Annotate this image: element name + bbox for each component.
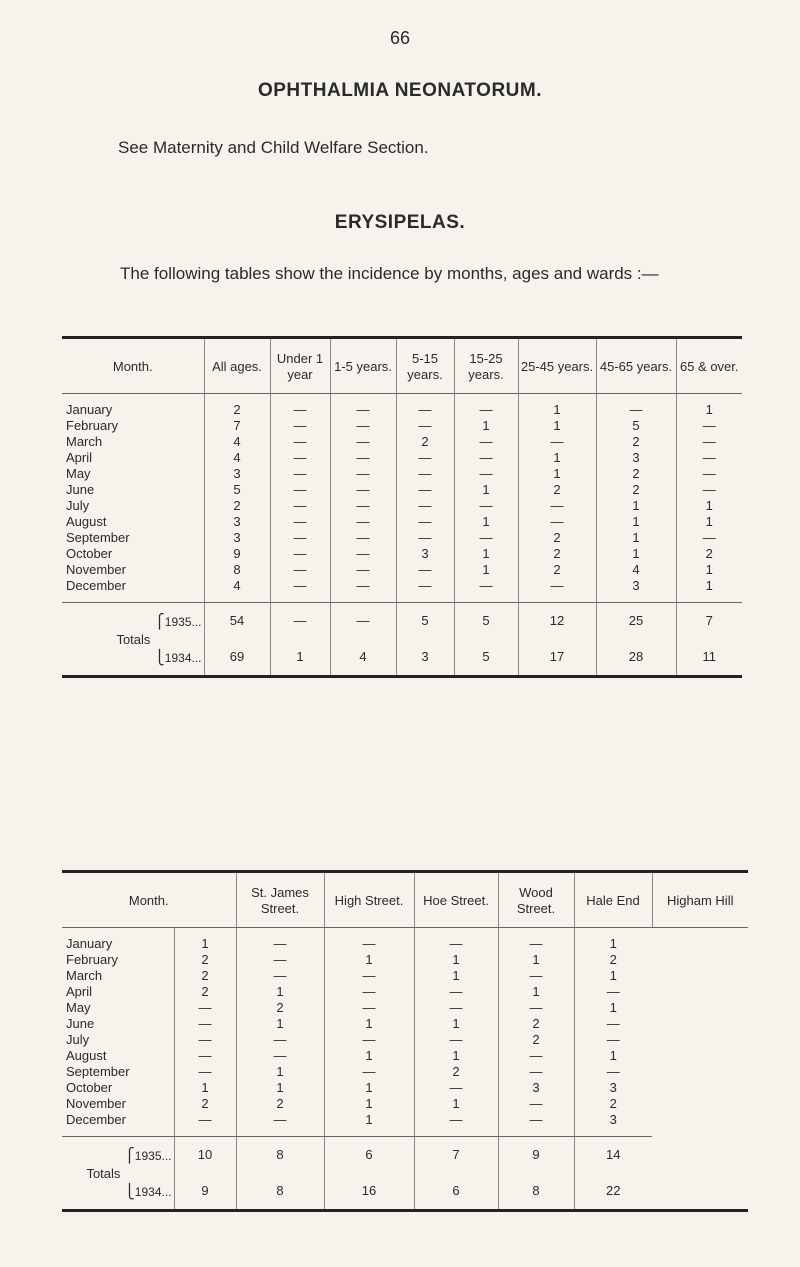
value-cell: 1: [236, 1016, 324, 1032]
total-value-cell: 8: [236, 1137, 324, 1174]
column-header: High Street.: [324, 872, 414, 928]
total-value-cell: 54: [204, 603, 270, 640]
table-row: [62, 1096, 748, 1112]
value-cell: 1: [676, 498, 742, 514]
intro-paragraph: The following tables show the incidence by months, ages and wards :—: [120, 264, 659, 283]
table-header-row: [62, 872, 748, 928]
table-row: [62, 984, 748, 1000]
value-cell: 1: [574, 928, 652, 953]
value-cell: —: [396, 578, 454, 603]
value-cell: 2: [498, 1016, 574, 1032]
value-cell: —: [324, 1032, 414, 1048]
value-cell: —: [270, 466, 330, 482]
value-cell: 1: [236, 984, 324, 1000]
value-cell: —: [414, 928, 498, 953]
total-value-cell: 9: [174, 1173, 236, 1211]
value-cell: —: [498, 1112, 574, 1137]
value-cell: 5: [204, 482, 270, 498]
value-cell: —: [454, 434, 518, 450]
value-cell: 8: [204, 562, 270, 578]
value-cell: 2: [676, 546, 742, 562]
totals-label-wrap: [116, 612, 202, 647]
value-cell: —: [396, 394, 454, 419]
column-header: 45-65 years.: [596, 338, 676, 394]
value-cell: —: [330, 418, 396, 434]
value-cell: —: [174, 1016, 236, 1032]
total-value-cell: 6: [414, 1173, 498, 1211]
table-totals: [62, 603, 742, 677]
column-header: Hale End: [574, 872, 652, 928]
value-cell: —: [676, 434, 742, 450]
value-cell: —: [498, 1064, 574, 1080]
value-cell: —: [174, 1112, 236, 1137]
value-cell: —: [518, 434, 596, 450]
month-cell: July: [66, 1032, 90, 1047]
value-cell: —: [324, 984, 414, 1000]
table-by-ward: [62, 870, 748, 1212]
table-row: [62, 1064, 748, 1080]
column-header: Wood Street.: [498, 872, 574, 928]
value-cell: —: [498, 1096, 574, 1112]
section-title-ophthalmia: OPHTHALMIA NEONATORUM.: [257, 80, 543, 101]
value-cell: 4: [204, 434, 270, 450]
value-cell: —: [270, 498, 330, 514]
column-header: St. James Street.: [236, 872, 324, 928]
value-cell: 3: [596, 578, 676, 603]
value-cell: —: [270, 450, 330, 466]
month-cell: January: [66, 936, 113, 951]
brace-glyph: ⎧: [150, 612, 165, 629]
value-cell: 1: [324, 1096, 414, 1112]
column-header: Under 1 year: [270, 338, 330, 394]
value-cell: 2: [236, 1000, 324, 1016]
brace-glyph: ⎩: [154, 648, 165, 665]
value-cell: 1: [324, 1112, 414, 1137]
value-cell: —: [236, 1032, 324, 1048]
value-cell: —: [518, 514, 596, 530]
month-cell: April: [66, 984, 93, 999]
value-cell: 2: [518, 562, 596, 578]
table-row: [62, 578, 742, 603]
value-cell: —: [676, 418, 742, 434]
column-header: Hoe Street.: [414, 872, 498, 928]
value-cell: —: [574, 1064, 652, 1080]
value-cell: 2: [596, 434, 676, 450]
column-header: 65 & over.: [676, 338, 742, 394]
table-row: [62, 928, 748, 953]
value-cell: 2: [174, 968, 236, 984]
value-cell: 2: [574, 952, 652, 968]
value-cell: —: [330, 498, 396, 514]
value-cell: —: [330, 394, 396, 419]
value-cell: —: [270, 394, 330, 419]
value-cell: 3: [204, 466, 270, 482]
value-cell: —: [596, 394, 676, 419]
value-cell: 1: [454, 546, 518, 562]
totals-label: [62, 1137, 174, 1181]
value-cell: 3: [574, 1080, 652, 1096]
total-value-cell: 28: [596, 639, 676, 677]
value-cell: 4: [596, 562, 676, 578]
value-cell: —: [330, 530, 396, 546]
table-row: [62, 952, 748, 968]
value-cell: —: [454, 530, 518, 546]
table-row: [62, 968, 748, 984]
table-row: [62, 1080, 748, 1096]
month-cell: August: [66, 514, 107, 529]
value-cell: 1: [324, 952, 414, 968]
value-cell: —: [498, 1000, 574, 1016]
month-cell: July: [66, 498, 90, 513]
value-cell: 2: [574, 1096, 652, 1112]
total-value-cell: 5: [454, 603, 518, 640]
value-cell: 1: [676, 514, 742, 530]
column-header: Month.: [62, 338, 204, 394]
table-row: [62, 450, 742, 466]
value-cell: 1: [324, 1048, 414, 1064]
value-cell: 1: [414, 952, 498, 968]
value-cell: —: [174, 1000, 236, 1016]
year-label: 1935...: [134, 1148, 172, 1163]
table-row: [62, 1000, 748, 1016]
value-cell: 2: [174, 952, 236, 968]
value-cell: 5: [596, 418, 676, 434]
value-cell: 1: [574, 968, 652, 984]
value-cell: —: [330, 434, 396, 450]
totals-label-wrap: [124, 1184, 171, 1199]
value-cell: 1: [518, 466, 596, 482]
value-cell: —: [396, 498, 454, 514]
total-value-cell: —: [330, 603, 396, 640]
table-totals: [62, 1137, 748, 1211]
totals-row: [62, 1173, 748, 1211]
value-cell: 3: [574, 1112, 652, 1137]
value-cell: 2: [498, 1032, 574, 1048]
value-cell: —: [454, 394, 518, 419]
brace-glyph: ⎧: [120, 1146, 135, 1163]
value-cell: 3: [596, 450, 676, 466]
column-header: Month.: [62, 872, 236, 928]
value-cell: 3: [396, 546, 454, 562]
table-row: [62, 498, 742, 514]
value-cell: 1: [596, 514, 676, 530]
value-cell: —: [324, 928, 414, 953]
value-cell: 1: [574, 1048, 652, 1064]
month-cell: May: [66, 1000, 91, 1015]
value-cell: 1: [174, 1080, 236, 1096]
value-cell: —: [414, 1000, 498, 1016]
column-header: All ages.: [204, 338, 270, 394]
value-cell: 2: [518, 482, 596, 498]
month-cell: December: [62, 1112, 174, 1137]
value-cell: 1: [596, 530, 676, 546]
year-label: 1934...: [134, 1184, 172, 1199]
month-cell: December: [62, 578, 204, 603]
value-cell: 2: [204, 498, 270, 514]
value-cell: —: [174, 1064, 236, 1080]
value-cell: 3: [204, 514, 270, 530]
value-cell: 7: [204, 418, 270, 434]
value-cell: —: [396, 530, 454, 546]
table-row: [62, 514, 742, 530]
value-cell: —: [270, 546, 330, 562]
month-cell: March: [66, 434, 103, 449]
section-title-erysipelas: ERYSIPELAS.: [334, 212, 466, 233]
value-cell: —: [236, 952, 324, 968]
value-cell: —: [396, 482, 454, 498]
month-cell: November: [66, 1096, 126, 1111]
value-cell: —: [396, 562, 454, 578]
column-header: 25-45 years.: [518, 338, 596, 394]
value-cell: —: [270, 482, 330, 498]
column-header: 5-15 years.: [396, 338, 454, 394]
total-value-cell: 3: [396, 639, 454, 677]
totals-label-text: Totals: [116, 631, 151, 647]
value-cell: 1: [596, 498, 676, 514]
value-cell: 1: [454, 418, 518, 434]
value-cell: —: [574, 984, 652, 1000]
value-cell: 1: [498, 952, 574, 968]
value-cell: 1: [414, 1096, 498, 1112]
month-cell: October: [66, 1080, 113, 1095]
month-cell: August: [66, 1048, 107, 1063]
month-cell: September: [66, 1064, 130, 1079]
table-header-row: [62, 338, 742, 394]
value-cell: 1: [454, 562, 518, 578]
value-cell: 4: [204, 450, 270, 466]
value-cell: —: [454, 450, 518, 466]
table-by-age: [62, 336, 742, 678]
value-cell: 1: [518, 418, 596, 434]
value-cell: —: [676, 482, 742, 498]
month-cell: May: [66, 466, 91, 481]
value-cell: 2: [174, 984, 236, 1000]
value-cell: 1: [454, 482, 518, 498]
value-cell: 2: [596, 482, 676, 498]
value-cell: 1: [518, 394, 596, 419]
maternity-note: See Maternity and Child Welfare Section.: [118, 138, 429, 157]
value-cell: —: [236, 968, 324, 984]
total-value-cell: 8: [236, 1173, 324, 1211]
value-cell: 1: [324, 1080, 414, 1096]
total-value-cell: 5: [396, 603, 454, 640]
value-cell: —: [330, 450, 396, 466]
value-cell: —: [324, 1000, 414, 1016]
value-cell: 1: [676, 394, 742, 419]
month-cell: June: [66, 482, 95, 497]
value-cell: 1: [414, 968, 498, 984]
value-cell: 2: [174, 1096, 236, 1112]
total-value-cell: 22: [574, 1173, 652, 1211]
table-row: [62, 1048, 748, 1064]
total-value-cell: 12: [518, 603, 596, 640]
column-header: 15-25 years.: [454, 338, 518, 394]
total-value-cell: 14: [574, 1137, 652, 1174]
value-cell: —: [330, 578, 396, 603]
total-value-cell: 6: [324, 1137, 414, 1174]
month-cell: February: [66, 952, 119, 967]
table-body: [62, 394, 742, 603]
value-cell: —: [270, 530, 330, 546]
value-cell: —: [676, 530, 742, 546]
table-row: [62, 466, 742, 482]
value-cell: 1: [236, 1080, 324, 1096]
total-value-cell: 69: [204, 639, 270, 677]
total-value-cell: 11: [676, 639, 742, 677]
value-cell: —: [518, 578, 596, 603]
value-cell: 2: [518, 530, 596, 546]
totals-label-text: Totals: [86, 1165, 121, 1181]
value-cell: 2: [518, 546, 596, 562]
value-cell: —: [270, 578, 330, 603]
month-cell: November: [66, 562, 126, 577]
value-cell: —: [330, 562, 396, 578]
value-cell: —: [396, 450, 454, 466]
value-cell: 3: [498, 1080, 574, 1096]
page-number: 66: [389, 28, 411, 48]
totals-row: [62, 1137, 748, 1174]
column-header: Higham Hill: [652, 872, 748, 928]
value-cell: 1: [324, 1016, 414, 1032]
totals-row: [62, 603, 742, 640]
column-header: 1-5 years.: [330, 338, 396, 394]
value-cell: —: [236, 1112, 324, 1137]
table-row: [62, 1032, 748, 1048]
value-cell: —: [270, 418, 330, 434]
total-value-cell: 10: [174, 1137, 236, 1174]
table-row: [62, 530, 742, 546]
value-cell: —: [174, 1032, 236, 1048]
value-cell: —: [414, 1080, 498, 1096]
value-cell: 1: [574, 1000, 652, 1016]
table-row: [62, 1016, 748, 1032]
value-cell: —: [574, 1016, 652, 1032]
value-cell: —: [330, 482, 396, 498]
value-cell: 9: [204, 546, 270, 562]
value-cell: 1: [596, 546, 676, 562]
value-cell: —: [270, 434, 330, 450]
value-cell: 1: [676, 578, 742, 603]
value-cell: —: [396, 418, 454, 434]
month-cell: March: [66, 968, 103, 983]
total-value-cell: 1: [270, 639, 330, 677]
total-value-cell: 8: [498, 1173, 574, 1211]
total-value-cell: 5: [454, 639, 518, 677]
value-cell: —: [174, 1048, 236, 1064]
value-cell: 2: [396, 434, 454, 450]
value-cell: 1: [236, 1064, 324, 1080]
table-row: [62, 434, 742, 450]
value-cell: 2: [596, 466, 676, 482]
table-row: [62, 546, 742, 562]
value-cell: —: [414, 1032, 498, 1048]
value-cell: —: [498, 968, 574, 984]
month-cell: January: [66, 402, 113, 417]
month-cell: September: [66, 530, 130, 545]
total-value-cell: 7: [676, 603, 742, 640]
value-cell: 2: [414, 1064, 498, 1080]
brace-glyph: ⎩: [124, 1182, 135, 1199]
totals-row: [62, 639, 742, 677]
year-label: 1935...: [164, 614, 202, 629]
value-cell: —: [454, 578, 518, 603]
value-cell: 1: [454, 514, 518, 530]
value-cell: —: [414, 984, 498, 1000]
value-cell: —: [330, 466, 396, 482]
value-cell: 1: [498, 984, 574, 1000]
total-value-cell: 17: [518, 639, 596, 677]
totals-label-wrap: [86, 1146, 172, 1181]
month-cell: April: [66, 450, 93, 465]
table-row: [62, 394, 742, 419]
value-cell: —: [270, 562, 330, 578]
month-cell: June: [66, 1016, 95, 1031]
value-cell: 1: [414, 1048, 498, 1064]
value-cell: —: [330, 546, 396, 562]
value-cell: —: [396, 514, 454, 530]
value-cell: —: [676, 466, 742, 482]
value-cell: 4: [204, 578, 270, 603]
value-cell: 2: [204, 394, 270, 419]
table-row: [62, 482, 742, 498]
total-value-cell: 25: [596, 603, 676, 640]
value-cell: 1: [174, 928, 236, 953]
table-row: [62, 1112, 748, 1137]
value-cell: —: [324, 1064, 414, 1080]
value-cell: —: [454, 466, 518, 482]
value-cell: —: [396, 466, 454, 482]
table-row: [62, 418, 742, 434]
value-cell: —: [518, 498, 596, 514]
value-cell: 1: [414, 1016, 498, 1032]
value-cell: 2: [236, 1096, 324, 1112]
month-cell: February: [66, 418, 119, 433]
table-row: [62, 562, 742, 578]
table-body: [62, 928, 748, 1137]
year-label: 1934...: [164, 650, 202, 665]
value-cell: 3: [204, 530, 270, 546]
value-cell: —: [236, 1048, 324, 1064]
month-cell: October: [66, 546, 113, 561]
value-cell: —: [270, 514, 330, 530]
total-value-cell: 4: [330, 639, 396, 677]
total-value-cell: —: [270, 603, 330, 640]
value-cell: —: [324, 968, 414, 984]
value-cell: —: [498, 928, 574, 953]
value-cell: —: [574, 1032, 652, 1048]
value-cell: 1: [676, 562, 742, 578]
totals-label: [62, 603, 204, 647]
value-cell: 1: [518, 450, 596, 466]
value-cell: —: [498, 1048, 574, 1064]
total-value-cell: 16: [324, 1173, 414, 1211]
value-cell: —: [236, 928, 324, 953]
value-cell: —: [330, 514, 396, 530]
value-cell: —: [676, 450, 742, 466]
value-cell: —: [454, 498, 518, 514]
totals-label-wrap: [154, 650, 201, 665]
value-cell: —: [414, 1112, 498, 1137]
total-value-cell: 9: [498, 1137, 574, 1174]
total-value-cell: 7: [414, 1137, 498, 1174]
